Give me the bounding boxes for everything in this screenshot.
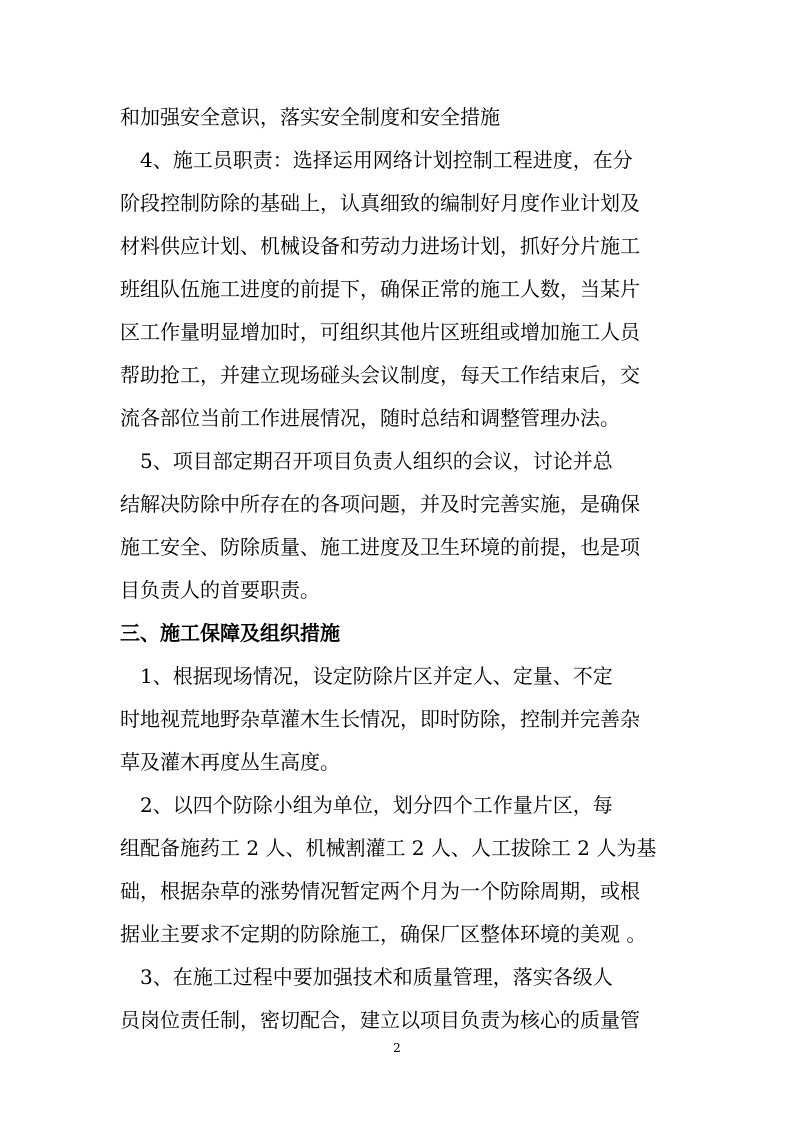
text-line: 阶段控制防除的基础上，认真细致的编制好月度作业计划及 [120, 191, 640, 215]
text-line: 组配备施药工 2 人、机械割灌工 2 人、人工拔除工 2 人为基 [120, 836, 657, 860]
text-line: 结解决防除中所存在的各项问题，并及时完善实施，是确保 [120, 492, 640, 516]
text-line: 4、施工员职责：选择运用网络计划控制工程进度，在分 [120, 148, 633, 172]
text-line: 材料供应计划、机械设备和劳动力进场计划，抓好分片施工 [120, 234, 640, 258]
text-line: 施工安全、防除质量、施工进度及卫生环境的前提，也是项 [120, 535, 640, 559]
text-line: 和加强安全意识，落实安全制度和安全措施 [120, 105, 500, 129]
text-line: 2、以四个防除小组为单位，划分四个工作量片区，每 [120, 793, 613, 817]
text-line: 草及灌木再度丛生高度。 [120, 750, 340, 774]
text-line: 班组队伍施工进度的前提下，确保正常的施工人数，当某片 [120, 277, 640, 301]
text-line: 员岗位责任制，密切配合，建立以项目负责为核心的质量管 [120, 1008, 640, 1032]
section-heading: 三、施工保障及组织措施 [120, 621, 340, 645]
text-line: 3、在施工过程中要加强技术和质量管理，落实各级人 [120, 965, 613, 989]
text-line: 1、根据现场情况，设定防除片区并定人、定量、不定 [120, 664, 613, 688]
text-line: 区工作量明显增加时，可组织其他片区班组或增加施工人员 [120, 320, 640, 344]
text-line: 帮助抢工，并建立现场碰头会议制度，每天工作结束后，交 [120, 363, 640, 387]
text-line: 时地视荒地野杂草灌木生长情况，即时防除，控制并完善杂 [120, 707, 640, 731]
text-line: 础，根据杂草的涨势情况暂定两个月为一个防除周期，或根 [120, 879, 640, 903]
text-line: 据业主要求不定期的防除施工，确保厂区整体环境的美观 。 [120, 922, 647, 946]
text-line: 目负责人的首要职责。 [120, 578, 320, 602]
text-line: 流各部位当前工作进展情况，随时总结和调整管理办法。 [120, 406, 620, 430]
text-line: 5、项目部定期召开项目负责人组织的会议，讨论并总 [120, 449, 613, 473]
page-number: 2 [393, 1041, 401, 1055]
